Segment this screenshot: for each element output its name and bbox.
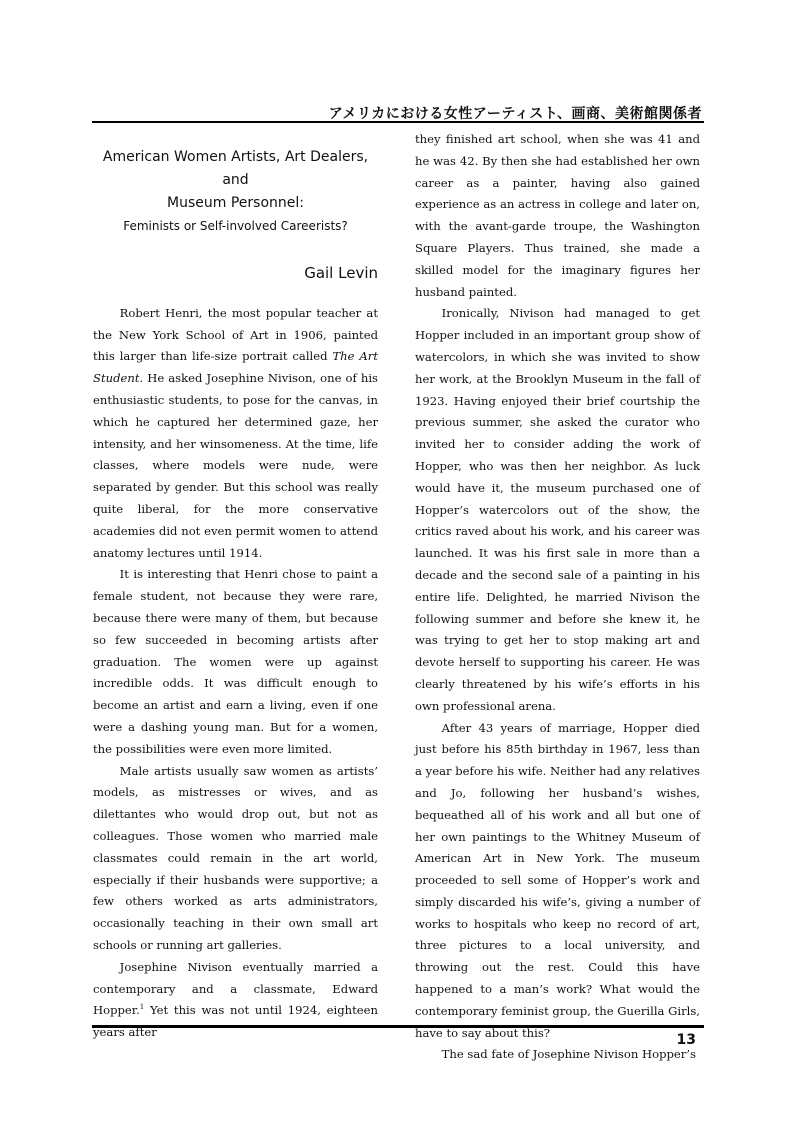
page-number: 13 [676,1032,696,1048]
paragraph-1-text-b: . He asked Josephine Nivison, one of his enthusiastic students, to pose for the canvas, in which he captured her determined gaze, her intensity, and her winsomeness. At the time, life classes, where models were nude, were separated by gender. But this school was really quite liberal, for the more conservative academies did not even permit women to attend anatomy lectures until 1914. [93,371,378,560]
left-column [93,146,378,1044]
paragraph-4-text-a: Josephine Nivison eventually married a contemporary and a classmate, Edward Hopper. [93,959,378,1018]
artwork-title: The Art Student [93,349,378,386]
paragraph-6: After 43 years of marriage, Hopper died just before his 85th birthday in 1967, less than a year before his wife. Neither had any relatives and Jo, following her husband’s wishes, bequeathed all of his work and all but one of her own paintings to the Whitney Museum of American Art in New York. The museum proceeded to sell some of Hopper’s work and simply discarded his wife’s, giving a number of works to hospitals who keep no record of art, three pictures to a local university, and throwing out the rest. Could this have happened to a man’s work? What would the contemporary feminist group, the Guerilla Girls, have to say about this? [415,720,700,1040]
paragraph-4-continued: they finished art school, when she was 41 and he was 42. By then she had established her own career as a painter, having also gained experience as an actress in college and later on, with the avant-garde troupe, the Washington Square Players. Thus trained, she made a skilled model for the imaginary figures her husband painted. [415,132,700,299]
author-name: Gail Levin [304,264,378,282]
article-title-line2: Museum Personnel: [167,195,304,211]
footnote-marker: 1 [139,1003,145,1012]
paragraph-4-text-b: Yet this was not until 1924, eighteen years after [93,1003,378,1040]
header-rule [92,121,704,123]
paragraph-4 [93,957,378,1044]
article-subtitle: Feminists or Self-involved Careerists? [123,219,348,233]
footer-rule [92,1025,704,1028]
article-title-block [93,146,378,237]
paragraph-2: It is interesting that Henri chose to paint a female student, not because they were rare, because there were many of them, but because so few succeeded in becoming artists after graduation. The women were up against incredible odds. It was difficult enough to become an artist and earn a living, even if one were a dashing young man. But for a women, the possibilities were even more limited. [93,567,378,756]
paragraph-3: Male artists usually saw women as artists’ models, as mistresses or wives, and as dilettantes who would drop out, but not as colleagues. Those women who married male classmates could remain in the art world, especially if their husbands were supportive; a few others worked as arts administrators, occasionally teaching in their own small art schools or running art galleries. [93,763,378,952]
right-column [415,129,700,1066]
article-title-line1: American Women Artists, Art Dealers, and [102,149,369,188]
running-header: アメリカにおける女性アーティスト、画商、美術館関係者 [328,106,702,122]
paragraph-1-text-a: Robert Henri, the most popular teacher at the New York School of Art in 1906, painted this larger than life-size portrait called [93,305,378,364]
paragraph-1 [93,303,378,565]
paragraph-5: Ironically, Nivison had managed to get Hopper included in an important group show of watercolors, in which she was invited to show her work, at the Brooklyn Museum in the fall of 1923. Having enjoyed their brief courtship the previous summer, she asked the curator who invited her to consider adding the work of Hopper, who was then her neighbor. As luck would have it, the museum purchased one of Hopper’s watercolors out of the show, the critics raved about his work, and his career was launched. It was his first sale in more than a decade and the second sale of a painting in his entire life. Delighted, he married Nivison the following summer and before she knew it, he was trying to get her to stop making art and devote herself to supporting his career. He was clearly threatened by his wife’s efforts in his own professional arena. [415,306,700,713]
paragraph-7: The sad fate of Josephine Nivison Hopper’s [441,1047,696,1062]
